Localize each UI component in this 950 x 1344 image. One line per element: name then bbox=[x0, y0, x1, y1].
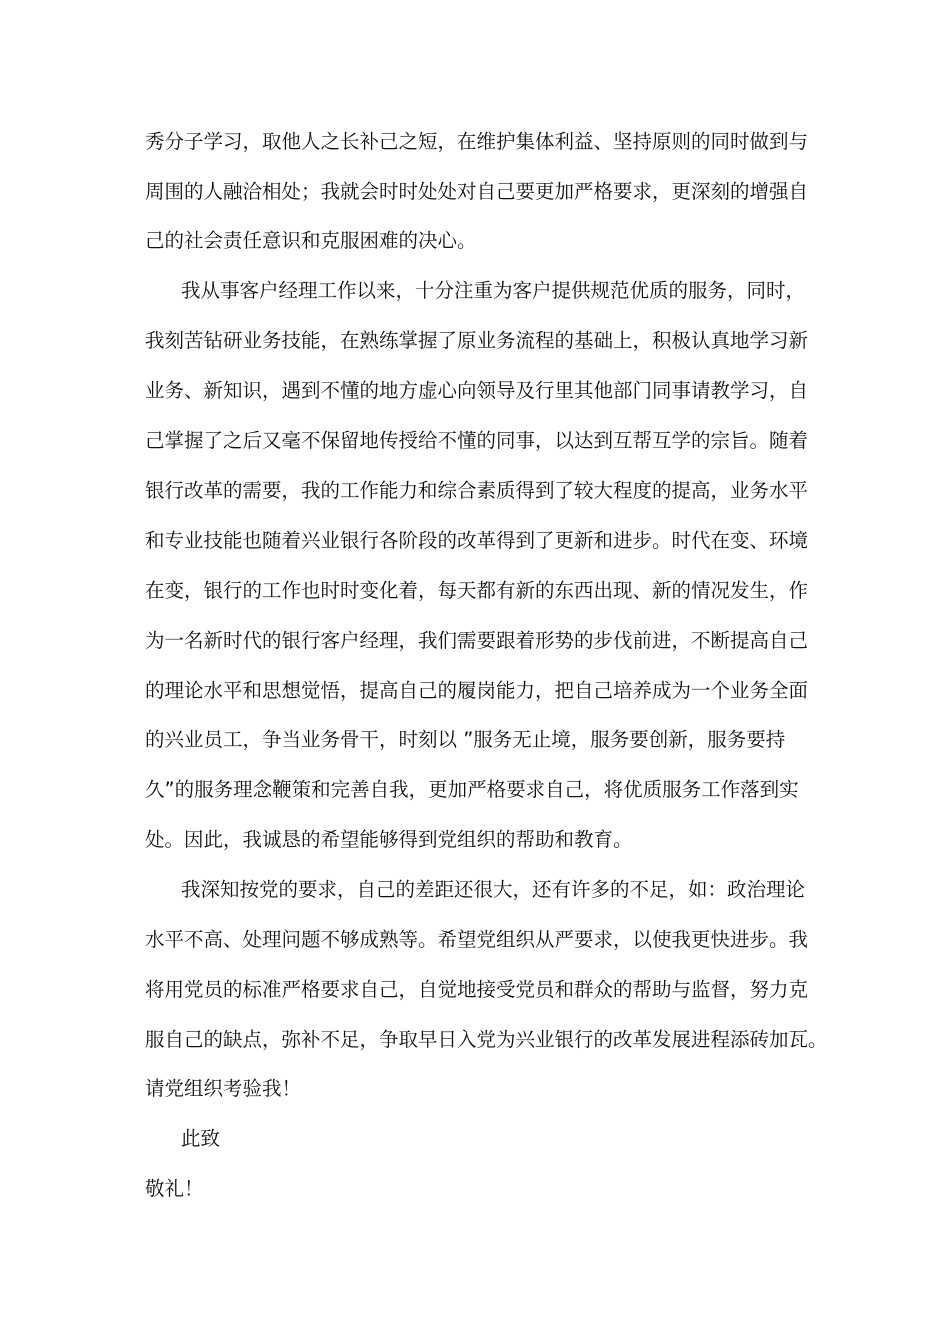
text-line-19: 服自己的缺点，弥补不足，争取早日入党为兴业银行的改革发展进程添砖加瓦。 bbox=[145, 1028, 828, 1051]
text-line-14: 久”的服务理念鞭策和完善自我，更加严格要求自己，将优质服务工作落到实 bbox=[145, 778, 799, 801]
text-line-17: 水平不高、处理问题不够成熟等。希望党组织从严要求，以使我更快进步。我 bbox=[145, 928, 809, 951]
text-line-15: 处。因此，我诚恳的希望能够得到党组织的帮助和教育。 bbox=[145, 828, 633, 851]
closing-regards: 敬礼！ bbox=[145, 1177, 204, 1200]
text-line-5: 我刻苦钻研业务技能，在熟练掌握了原业务流程的基础上，积极认真地学习新 bbox=[145, 329, 809, 352]
text-line-3: 己的社会责任意识和克服困难的决心。 bbox=[145, 229, 477, 252]
text-line-13: 的兴业员工，争当业务骨干，时刻以 ”服务无止境，服务要创新，服务要持 bbox=[145, 728, 786, 751]
text-line-11: 为一名新时代的银行客户经理，我们需要跟着形势的步伐前进，不断提高自己 bbox=[145, 629, 809, 652]
text-line-18: 将用党员的标准严格要求自己，自觉地接受党员和群众的帮助与监督，努力克 bbox=[145, 978, 809, 1001]
text-line-1: 秀分子学习，取他人之长补己之短，在维护集体利益、坚持原则的同时做到与 bbox=[145, 130, 809, 153]
closing-salutation: 此致 bbox=[181, 1127, 221, 1150]
text-line-8: 银行改革的需要，我的工作能力和综合素质得到了较大程度的提高，业务水平 bbox=[145, 479, 809, 502]
text-line-10: 在变，银行的工作也时时变化着，每天都有新的东西出现、新的情况发生，作 bbox=[145, 579, 809, 602]
text-line-12: 的理论水平和思想觉悟，提高自己的履岗能力，把自己培养成为一个业务全面 bbox=[145, 679, 809, 702]
paragraph-3-first-line: 我深知按党的要求，自己的差距还很大，还有许多的不足，如：政治理论 bbox=[181, 878, 806, 901]
text-line-2: 周围的人融洽相处；我就会时时处处对自己要更加严格要求，更深刻的增强自 bbox=[145, 180, 809, 203]
text-line-9: 和专业技能也随着兴业银行各阶段的改革得到了更新和进步。时代在变、环境 bbox=[145, 529, 809, 552]
paragraph-2-first-line: 我从事客户经理工作以来，十分注重为客户提供规范优质的服务，同时， bbox=[181, 279, 806, 302]
text-line-6: 业务、新知识，遇到不懂的地方虚心向领导及行里其他部门同事请教学习，自 bbox=[145, 379, 809, 402]
text-line-20: 请党组织考验我！ bbox=[145, 1077, 302, 1100]
text-line-7: 己掌握了之后又毫不保留地传授给不懂的同事，以达到互帮互学的宗旨。随着 bbox=[145, 429, 809, 452]
